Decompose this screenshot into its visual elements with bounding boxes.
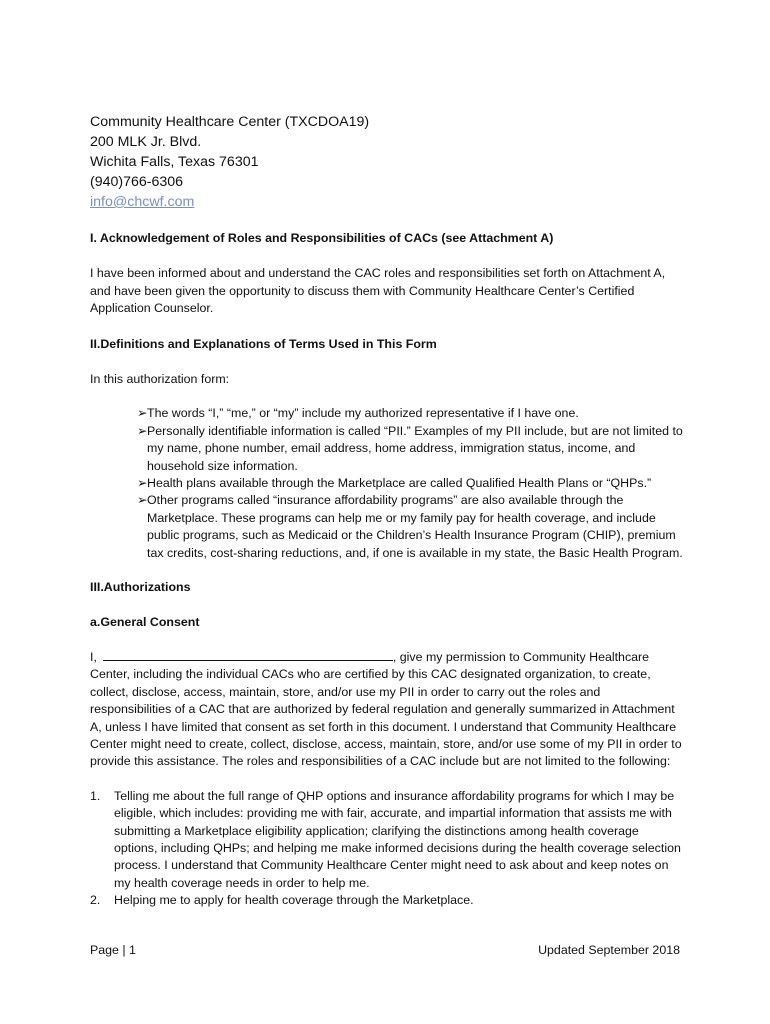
section-3-heading: III.Authorizations	[90, 580, 191, 595]
org-address-block	[90, 112, 685, 212]
arrow-bullet-icon: ➢	[137, 476, 148, 491]
page-number: Page | 1	[90, 943, 136, 957]
section-1-body: I have been informed about and understand the CAC roles and responsibilities set forth on Attachment A, and have been given the opportunity to discuss them with Community Healthcare Center’s Certified Application Counselor.	[90, 266, 666, 316]
consent-text: , give my permission to Community Healthcare Center, including the individual CACs who are certified by this CAC designated organization, to create, collect, disclose, access, maintain, store, and/or use my PII in order to carry out the roles and responsibilities of a CAC that are authorized by federal regulation and generally summarized in Attachment A, unless I have limited that consent as set forth in this document. I understand that Community Healthcare Center might need to create, collect, disclose, access, maintain, store, and/or use some of my PII in order to provide this assistance. The roles and responsibilities of a CAC include but are not limited to the following:	[90, 649, 682, 769]
section-2-intro: In this authorization form:	[90, 372, 230, 387]
roles-list	[90, 788, 685, 910]
list-item: ➢ The words “I,” “me,” or “my” include my authorized representative if I have one.	[137, 405, 685, 422]
org-city: Wichita Falls, Texas 76301	[90, 154, 259, 170]
name-blank-field[interactable]	[103, 648, 393, 661]
org-phone: (940)766-6306	[90, 174, 184, 190]
page-footer	[90, 943, 680, 957]
section-2-heading: II.Definitions and Explanations of Terms Used in This Form	[90, 336, 437, 351]
arrow-bullet-icon: ➢	[137, 406, 148, 421]
org-email-link[interactable]: info@chcwf.com	[90, 194, 195, 210]
section-3a-subheading: a.General Consent	[90, 614, 200, 629]
list-item: 1. Telling me about the full range of QHP options and insurance affordability programs for which I may be eligible, which includes: providing me with fair, accurate, and impartial information that assists me with submitting a Marketplace eligibility application; clarifying the distinctions among health coverage options, including QHPs; and helping me make informed decisions during the health coverage selection process. I understand that Community Healthcare Center might need to ask about and keep notes on my health coverage needs in order to help me.	[90, 788, 681, 890]
consent-prefix: I,	[90, 649, 97, 664]
arrow-bullet-icon: ➢	[137, 493, 148, 508]
arrow-bullet-icon: ➢	[137, 423, 148, 438]
updated-date: Updated September 2018	[538, 943, 680, 957]
list-item: ➢ Health plans available through the Marketplace are called Qualified Health Plans or “QHPs.”	[137, 475, 685, 492]
definitions-list	[137, 405, 685, 562]
list-item: ➢ Personally identifiable information is called “PII.” Examples of my PII include, but are not limited to my name, phone number, email address, home address, immigration status, income, and household size information.	[137, 423, 683, 473]
document-body	[90, 112, 685, 910]
general-consent-paragraph	[90, 648, 685, 771]
list-item: ➢ Other programs called “insurance affordability programs” are also available through the Marketplace. These programs can help me or my family pay for health coverage, and include public programs, such as Medicaid or the Children’s Health Insurance Program (CHIP), premium tax credits, cost-sharing reductions, and, if one is available in my state, the Basic Health Program.	[137, 493, 683, 560]
org-name: Community Healthcare Center (TXCDOA19)	[90, 114, 370, 130]
org-street: 200 MLK Jr. Blvd.	[90, 134, 202, 150]
list-item: 2. Helping me to apply for health coverage through the Marketplace.	[90, 893, 474, 908]
section-1-heading: I. Acknowledgement of Roles and Responsibilities of CACs (see Attachment A)	[90, 231, 554, 245]
